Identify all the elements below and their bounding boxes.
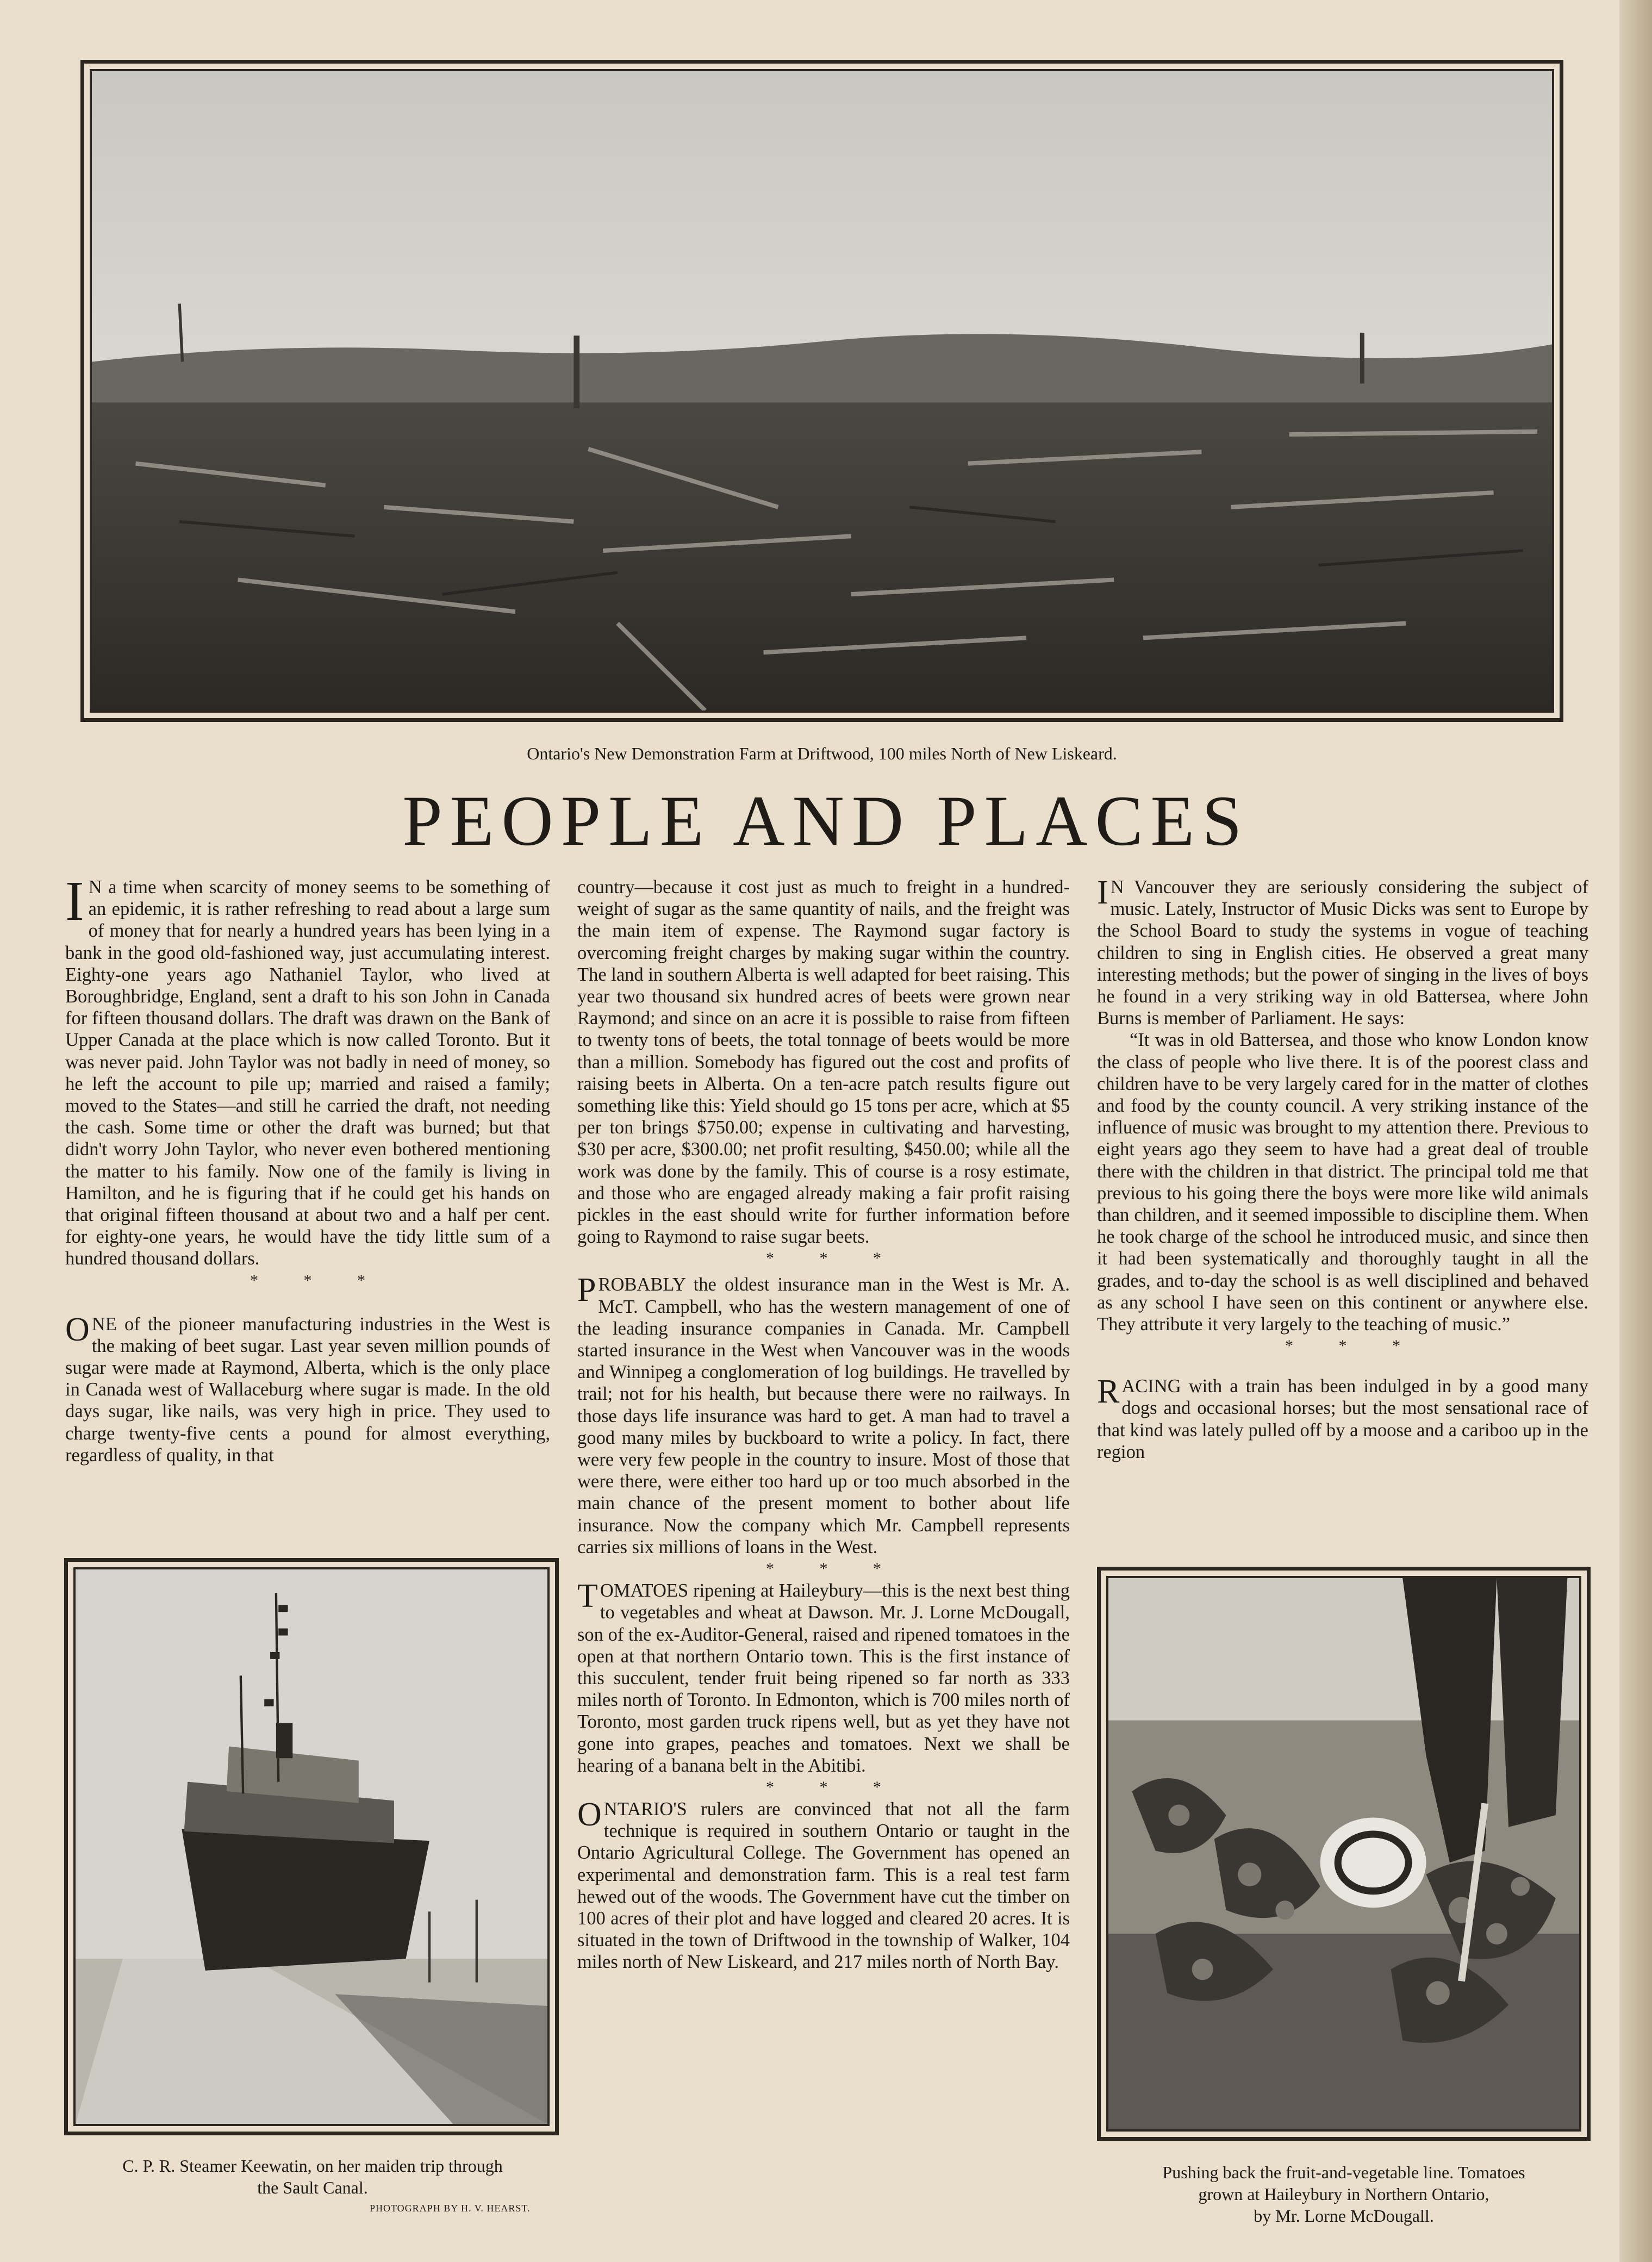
- tomato-photo-image: [1106, 1576, 1581, 2132]
- story-music: [1097, 876, 1588, 1029]
- steamer-photo: [64, 1558, 559, 2135]
- steamer-photo-image: [73, 1567, 550, 2126]
- tomato-caption-line-1: Pushing back the fruit-and-vegetable line. Tomatoes: [1162, 2163, 1525, 2182]
- story-text: ROBABLY the oldest insurance man in the West is Mr. A. McT. Campbell, who has the western management of one of the leading insurance companies in Canada. Mr. Campbell started insurance in the West when Vancouver was in the woods and Winnipeg a conglomeration of log buildings. He travelled by trail; not for his health, but because there were no railways. In those days life insurance was hard to get. A man had to travel a good many miles by buckboard to write a policy. In fact, there were very few people in the country to insure. Most of those that were there, were either too hard up or too much absorbed in the main chance of the present moment to bother about life insurance. Now the company which Mr. Campbell represents carries six millions of loans in the West.: [577, 1274, 1070, 1557]
- story-text: ACING with a train has been indulged in by a good many dogs and occasional horses; but the most sensational race of that kind was lately pulled off by a moose and a cariboo up in the region: [1097, 1376, 1588, 1462]
- tomato-caption-line-2: grown at Haileybury in Northern Ontario,: [1198, 2184, 1489, 2204]
- photo-credit: PHOTOGRAPH BY H. V. HEARST.: [370, 2203, 531, 2214]
- tomato-plants-with-hat-image: [1108, 1578, 1579, 2129]
- column-2: [577, 876, 1070, 1973]
- story-beet-sugar: [65, 1313, 550, 1466]
- story-insurance: [577, 1274, 1070, 1558]
- story-text: NTARIO'S rulers are convinced that not all the farm technique is required in southern Ontario or taught in the Ontario Agricultural College. The Government has opened an experimental and demonstration farm. This is a real test farm hewed out of the woods. The Government have cut the timber on 100 acres of their plot and have logged and cleared 20 acres. It is situated in the town of Driftwood in the township of Walker, 104 miles north of New Liskeard, and 217 miles north of North Bay.: [577, 1798, 1070, 1973]
- top-photo: [80, 60, 1563, 722]
- cleared-forest-landscape-image: [92, 71, 1552, 711]
- drop-cap: O: [65, 1311, 90, 1348]
- story-racing: [1097, 1375, 1588, 1463]
- drop-cap: T: [577, 1578, 598, 1615]
- tomato-caption-line-3: by Mr. Lorne McDougall.: [1254, 2206, 1434, 2226]
- story-text: OMATOES ripening at Haileybury—this is the next best thing to vegetables and wheat at Dawson. Mr. J. Lorne McDougall, son of the ex-Auditor-General, raised and ripened tomatoes in the open at that northern Ontario town. This is the first instance of this succulent, tender fruit being ripened so far north as 333 miles north of Toronto. In Edmonton, which is 700 miles north of Toronto, most garden truck ripens well, but as yet they have not gone into grapes, peaches and tomatoes. Next we shall be hearing of a banana belt in the Abitibi.: [577, 1580, 1070, 1776]
- drop-cap: R: [1097, 1373, 1120, 1411]
- drop-cap: P: [577, 1272, 596, 1309]
- steamer-caption-line-2: the Sault Canal.: [257, 2178, 368, 2197]
- story-tomatoes: [577, 1580, 1070, 1777]
- section-divider: * * *: [766, 1560, 902, 1578]
- section-divider: * * *: [766, 1778, 902, 1796]
- story-text: NE of the pioneer manufacturing industries in the West is the making of beet sugar. Last year seven million pounds of sugar were made at Raymond, Alberta, which is the only place in Canada west of Wallaceburg where sugar is made. In the old days sugar, like nails, was very high in price. They used to charge twenty-five cents a pound for almost everything, regardless of quality, in that: [65, 1313, 550, 1466]
- page-headline: PEOPLE AND PLACES: [402, 781, 1250, 861]
- cleared-forest-photo: [90, 69, 1554, 713]
- story-text: N a time when scarcity of money seems to be something of an epidemic, it is rather refreshing to read about a large sum of money that for nearly a hundred years has been lying in a bank in the good old-fashioned way, just accumulating interest. Eighty-one years ago Nathaniel Taylor, who lived at Boroughbridge, England, sent a draft to his son John in Canada for fifteen thousand dollars. The draft was drawn on the Bank of Upper Canada at the place which is now called Toronto. But it was never paid. John Taylor was not badly in need of money, so he left the account to pile up; married and raised a family; moved to the States—and still he carried the draft, not needing the cash. Some time or other the draft was burned; but that didn't worry John Taylor, who never even bothered mentioning the matter to his family. Now one of the family is living in Hamilton, and he is figuring that if he could get his hands on that original fifteen thousand at about two and a half per cent. for eighty-one years, he would have the tidy little sum of a hundred thousand dollars.: [65, 877, 550, 1269]
- top-photo-caption: Ontario's New Demonstration Farm at Driftwood, 100 miles North of New Liskeard.: [527, 744, 1117, 763]
- story-text: N Vancouver they are seriously considering the subject of music. Lately, Instructor of Music Dicks was sent to Europe by the School Board to study the systems in vogue of teaching children to sing in English cities. He observed a great many interesting methods; but the power of singing in the lives of boys he found in a very striking way in old Battersea, where John Burns is member of Parliament. He says:: [1097, 877, 1588, 1029]
- page-edge: [1619, 0, 1652, 2262]
- steamer-at-canal-image: [76, 1569, 547, 2124]
- story-music-quote: “It was in old Battersea, and those who know London know the class of people who live there. It is of the poorest class and children have to be very largely cared for in the matter of clothes and food by the county council. A very striking instance of the influence of music was brought to my attention there. Previous to eight years ago they seem to have had a great deal of trouble there with the children in that district. The principal told me that previous to his going there the boys were more like wild animals than children, and it seemed impossible to discipline them. When he took charge of the school he introduced music, and since then it had been systematically and thoroughly taught in all the grades, and to-day the school is as well disciplined and behaved as any school I have seen on this continent or anywhere else. They attribute it very largely to the teaching of music.”: [1097, 1030, 1588, 1335]
- drop-cap: I: [65, 870, 84, 932]
- section-divider: * * *: [766, 1249, 902, 1268]
- section-divider: * * *: [250, 1271, 386, 1289]
- story-demonstration-farm: [577, 1798, 1070, 1973]
- drop-cap: I: [1097, 874, 1108, 911]
- steamer-caption-line-1: C. P. R. Steamer Keewatin, on her maiden trip through: [122, 2156, 503, 2176]
- tomato-photo: [1097, 1567, 1591, 2141]
- column-1: [65, 870, 550, 1466]
- section-divider: * * *: [1285, 1337, 1421, 1355]
- story-beet-sugar-continued: country—because it cost just as much to freight in a hundred-weight of sugar as the same quantity of nails, and the freight was the main item of expense. The Raymond sugar factory is overcoming freight charges by making sugar within the country. The land in southern Alberta is well adapted for beet raising. This year two thousand six hundred acres of beets were grown near Raymond; and since on an acre it is possible to raise from fifteen to twenty tons of beets, the total tonnage of beets would be more than a million. Somebody has figured out the cost and profits of raising beets in Alberta. On a ten-acre patch results figure out something like this: Yield should go 15 tons per acre, which at $5 per ton brings $750.00; expense in cultivating and harvesting, $30 per acre, $300.00; net profit resulting, $450.00; while all the work was done by the family. This of course is a rosy estimate, and those who are engaged already making a fair profit raising pickles in the east should write for further information before going to Raymond to raise sugar beets.: [577, 877, 1070, 1248]
- story-bank-draft: [65, 870, 550, 1270]
- column-3: [1097, 876, 1588, 1463]
- drop-cap: O: [577, 1796, 602, 1833]
